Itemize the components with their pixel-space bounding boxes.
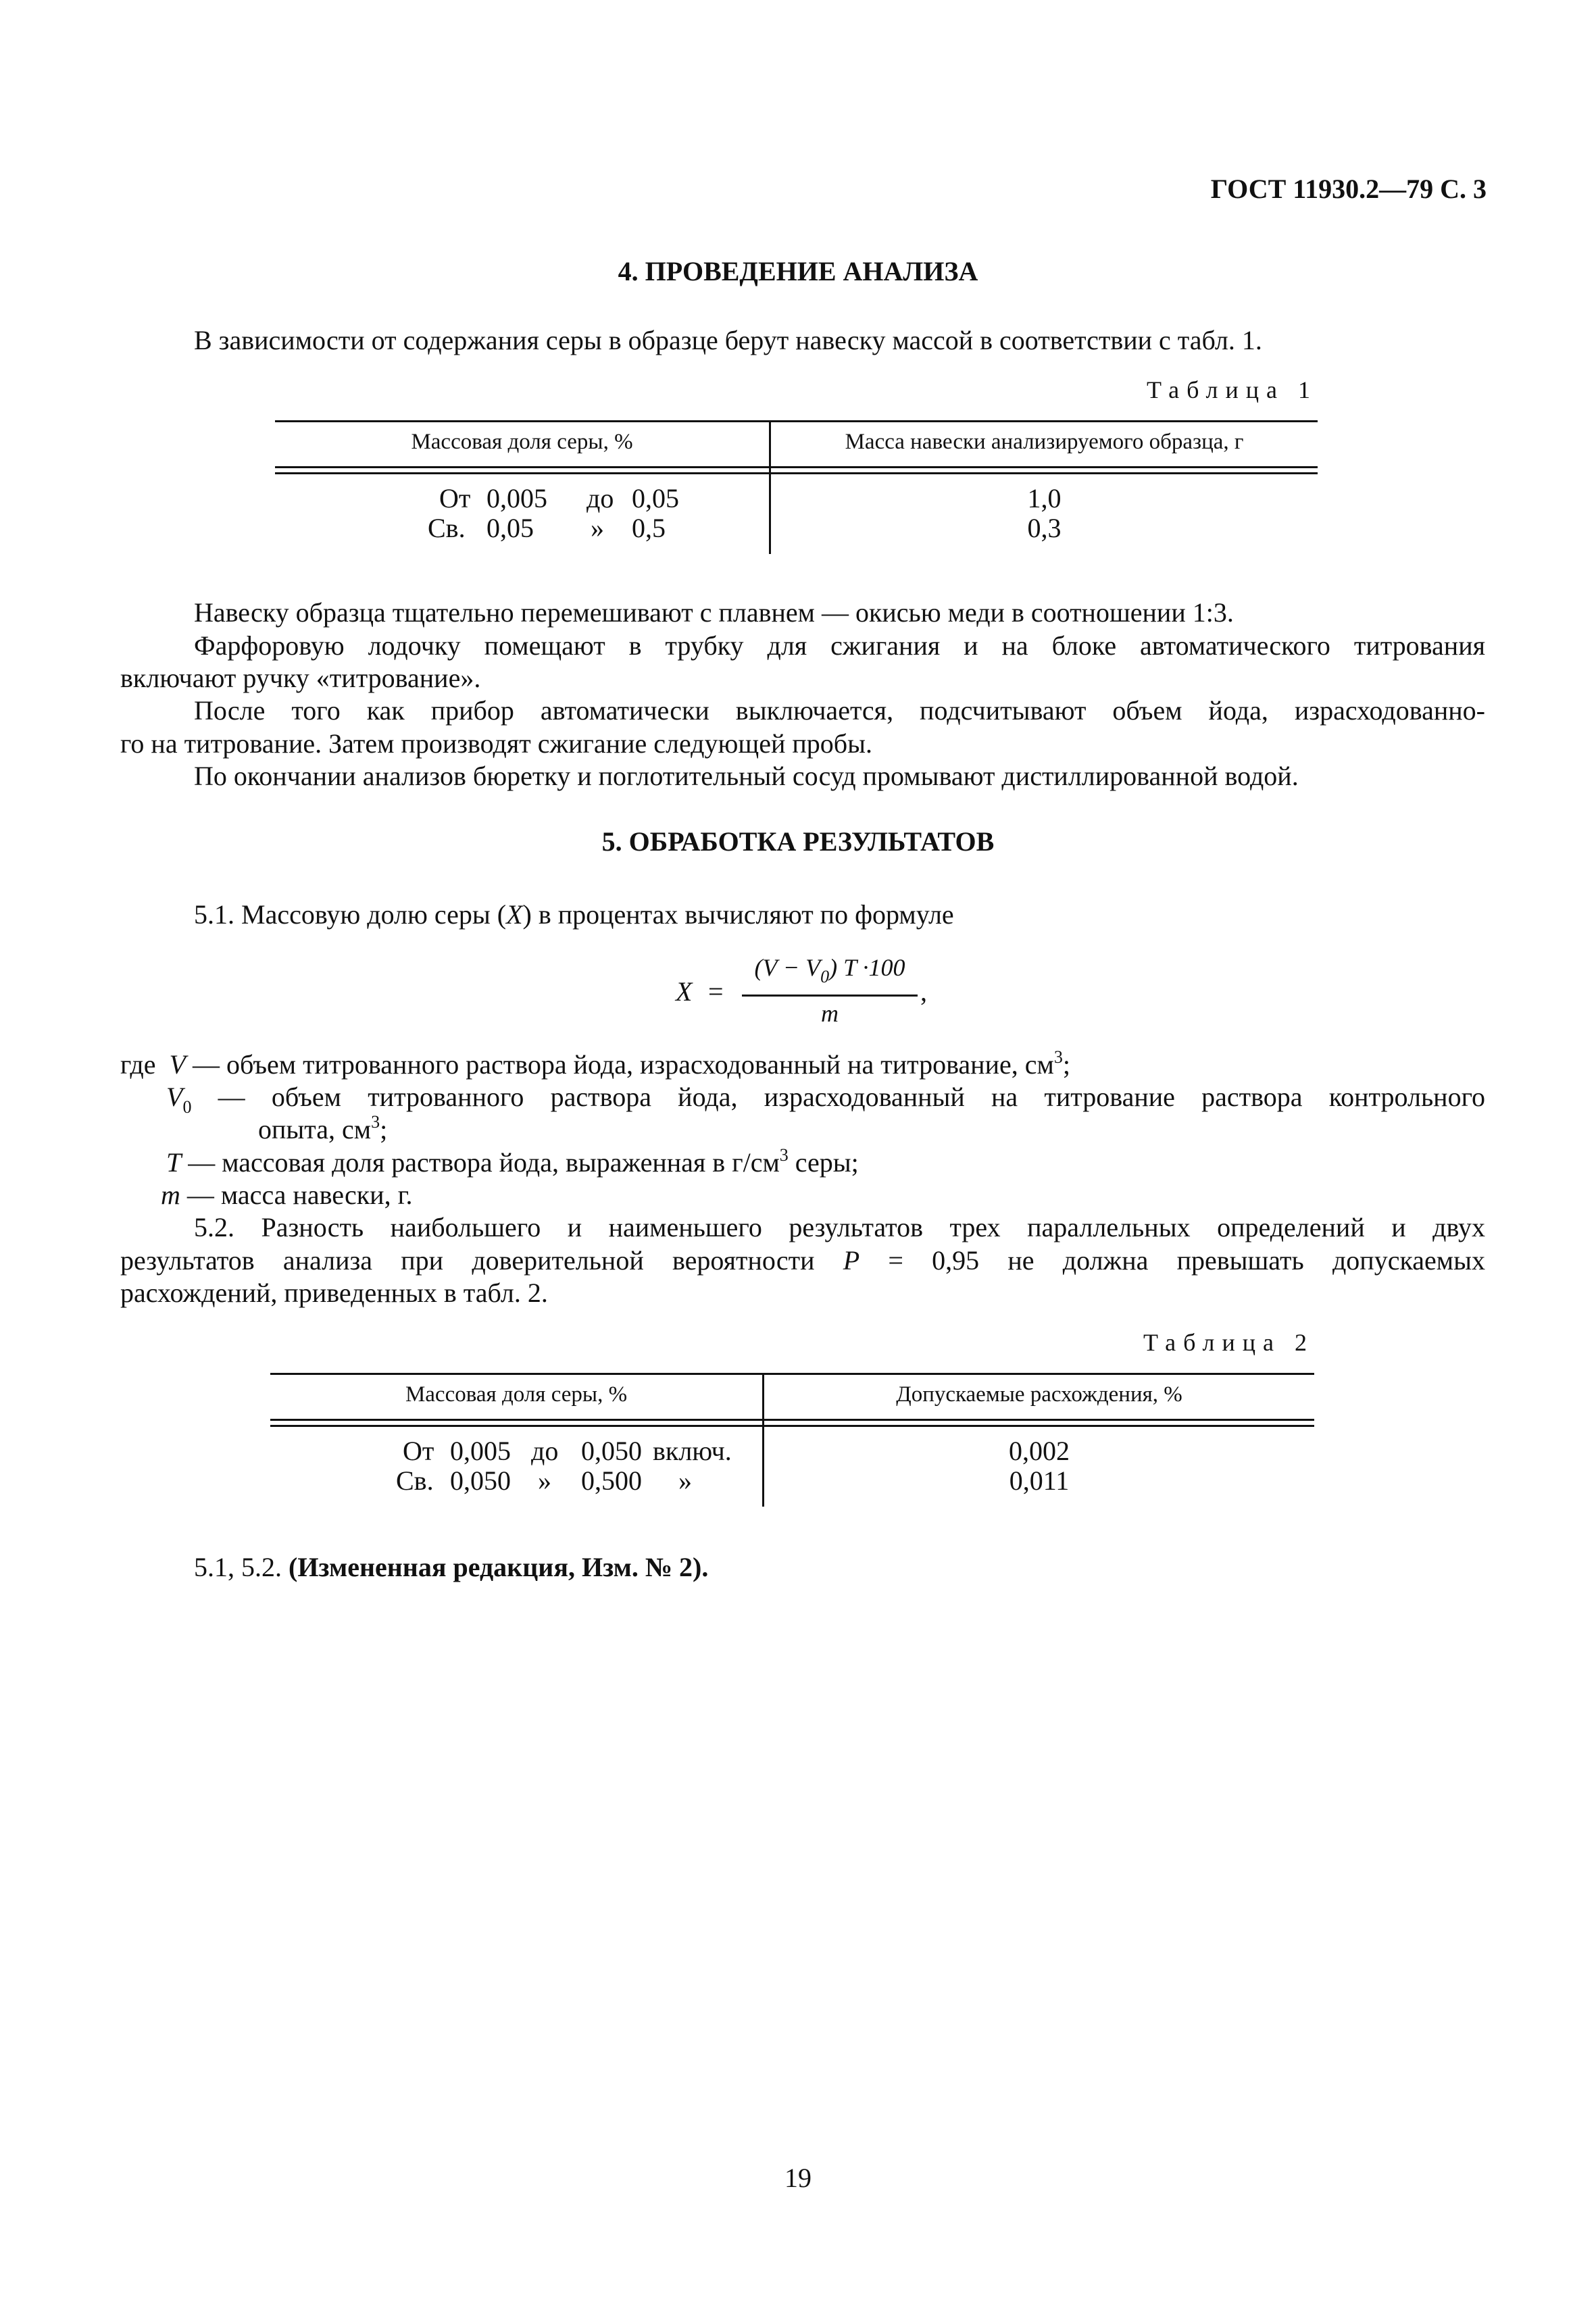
variable: X [506, 899, 523, 930]
paragraph: По окончании анализов бюретку и поглотительный сосуд промывают дистиллированной водой. [194, 761, 1299, 791]
definition: — масса навески, г. [180, 1180, 413, 1210]
definition: — объем титрованного раствора йода, израсходованный на титрование, см [185, 1049, 1054, 1080]
table-2-header-rule [270, 1425, 1314, 1427]
row-to-label: » [538, 1465, 551, 1496]
paragraph-5-2: расхождений, приведенных в табл. 2. [120, 1278, 548, 1308]
row-to-label: до [587, 483, 614, 513]
where-item [161, 1179, 412, 1211]
paragraph: Фарфоровую лодочку помещают в трубку для сжигания и на блоке автоматического титрования [194, 630, 1485, 661]
symbol: T [166, 1147, 182, 1178]
superscript: 3 [1053, 1047, 1063, 1067]
formula-equals: = [708, 976, 724, 1007]
table-1-column-header: Масса навески анализируемого образца, г [845, 430, 1244, 454]
table-1-column-header: Массовая доля серы, % [411, 430, 633, 454]
definition: — объем титрованного раствора йода, израсходованный на титрование раствора контрольного [191, 1082, 1485, 1112]
tail: ; [1062, 1049, 1070, 1080]
text: ) в процентах вычисляют по формуле [522, 899, 954, 930]
row-mass-value: 1,0 [1027, 483, 1062, 513]
row-to-label: » [591, 513, 604, 543]
formula-denominator: m [821, 1000, 839, 1027]
row-to-value: 0,5 [632, 513, 666, 543]
table-1-caption: Таблица 1 [1147, 376, 1318, 403]
symbol: V [166, 1082, 183, 1112]
table-1-top-rule [275, 420, 1318, 422]
paragraph: Навеску образца тщательно перемешивают с плавнем — окисью меди в соотношении 1:3. [194, 597, 1234, 628]
definition: — массовая доля раствора йода, выраженная в г/см [181, 1147, 780, 1178]
row-mass-value: 0,3 [1027, 513, 1062, 543]
symbol: m [161, 1180, 180, 1210]
row-from-label: Св. [396, 1465, 434, 1496]
subscript: 0 [182, 1097, 192, 1117]
row-to-value: 0,050 [581, 1436, 642, 1466]
row-from-label: От [403, 1436, 434, 1466]
row-from-label: Св. [428, 513, 466, 543]
superscript: 3 [779, 1145, 789, 1165]
row-to-value: 0,05 [632, 483, 679, 513]
subscript: 0 [820, 967, 830, 986]
tail: серы; [788, 1147, 859, 1178]
paragraph-5-2 [120, 1244, 1485, 1277]
superscript: 3 [371, 1112, 380, 1132]
row-tolerance-value: 0,011 [1009, 1465, 1070, 1496]
row-from-value: 0,050 [450, 1465, 511, 1496]
row-from-value: 0,05 [487, 513, 534, 543]
row-from-value: 0,005 [450, 1436, 511, 1466]
table-2-caption: Таблица 2 [1143, 1329, 1314, 1356]
amendment-note [194, 1551, 708, 1584]
definition: опыта, см [258, 1114, 372, 1145]
where-item [120, 1049, 1070, 1081]
paragraph: го на титрование. Затем производят сжигание следующей пробы. [120, 728, 873, 759]
numerator-part: (V − V [754, 954, 821, 981]
where-intro: где [120, 1049, 156, 1080]
formula-numerator [742, 953, 918, 986]
row-to-label: до [531, 1436, 559, 1466]
where-item [166, 1081, 1485, 1117]
fraction-bar [742, 995, 918, 997]
table-2-header-rule [270, 1419, 1314, 1421]
formula-trailing-comma: , [920, 976, 927, 1007]
table-1-header-rule [275, 472, 1318, 474]
page-number: 19 [784, 2163, 812, 2193]
numerator-part: ) T ·100 [829, 954, 905, 981]
section-5-heading: 5. ОБРАБОТКА РЕЗУЛЬТАТОВ [601, 826, 995, 857]
formula-lhs: X [676, 976, 693, 1007]
paragraph: включают ручку «титрование». [120, 663, 481, 693]
table-2-column-header: Допускаемые расхождения, % [896, 1382, 1182, 1407]
text: = 0,95 не должна превышать допускаемых [859, 1245, 1485, 1276]
section-4-intro: В зависимости от содержания серы в образце берут навеску массой в соответствии с табл. 1. [194, 325, 1262, 355]
row-suffix: включ. [653, 1436, 732, 1466]
paragraph: После того как прибор автоматически выключается, подсчитывают объем йода, израсходованно- [194, 695, 1485, 726]
section-4-heading: 4. ПРОВЕДЕНИЕ АНАЛИЗА [618, 256, 978, 286]
table-1-header-rule [275, 466, 1318, 468]
where-item [166, 1147, 859, 1179]
paragraph-5-1 [194, 899, 954, 931]
tail: ; [380, 1114, 388, 1145]
text: 5.1. Массовую долю серы ( [194, 899, 507, 930]
note-text: 5.1, 5.2. [194, 1552, 289, 1582]
row-tolerance-value: 0,002 [1009, 1436, 1070, 1466]
row-to-value: 0,500 [581, 1465, 642, 1496]
row-from-value: 0,005 [487, 483, 547, 513]
variable: P [843, 1245, 860, 1276]
table-2-top-rule [270, 1373, 1314, 1375]
text: результатов анализа при доверительной вероятности [120, 1245, 843, 1276]
table-2-column-header: Массовая доля серы, % [405, 1382, 628, 1407]
running-title: ГОСТ 11930.2—79 С. 3 [1210, 174, 1487, 204]
row-suffix: » [678, 1465, 692, 1496]
symbol: V [169, 1049, 186, 1080]
where-item [258, 1113, 387, 1146]
note-bold-text: (Измененная редакция, Изм. № 2). [289, 1552, 709, 1582]
row-from-label: От [439, 483, 471, 513]
paragraph-5-2: 5.2. Разность наибольшего и наименьшего результатов трех параллельных определений и двух [194, 1212, 1485, 1242]
